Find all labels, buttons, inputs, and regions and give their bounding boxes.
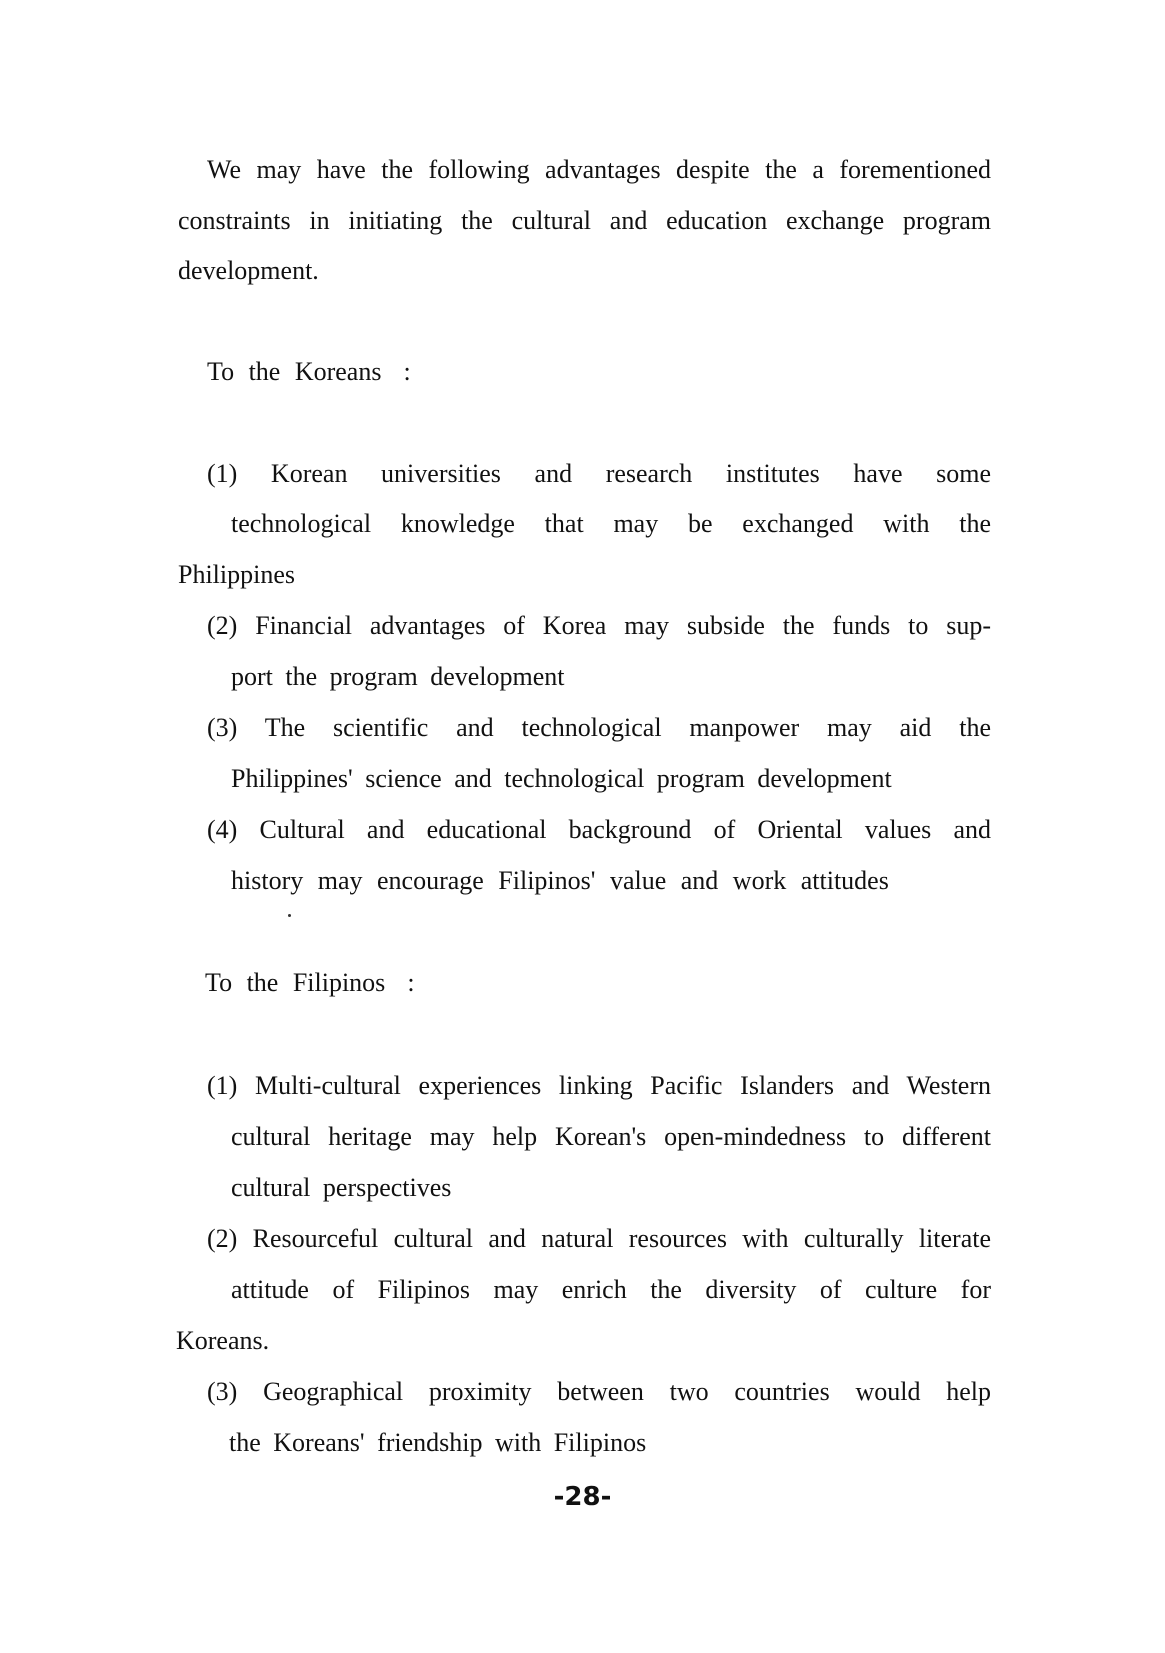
filipinos-item-2-line-3: Koreans. [176,1326,270,1355]
filipinos-item-1-line-1: (1) Multi-cultural experiences linking Pacific Islanders and Western [207,1071,991,1100]
koreans-item-2-line-2: port the program development [231,662,565,691]
koreans-item-1-line-1: (1) Korean universities and research institutes have some [207,459,991,488]
filipinos-item-2-line-1: (2) Resourceful cultural and natural resources with culturally literate [207,1224,991,1253]
page-number: -28- [553,1482,612,1512]
koreans-item-1-line-3: Philippines [178,560,296,589]
filipinos-item-1-line-3: cultural perspectives [231,1173,452,1202]
koreans-heading [207,355,411,389]
filipinos-heading-text: To the Filipinos [205,968,386,997]
filipinos-item-1-line-2: cultural heritage may help Korean's open-mindedness to different [231,1122,991,1151]
koreans-item-3-line-1: (3) The scientific and technological manpower may aid the [207,713,991,742]
koreans-heading-text: To the Koreans [207,357,382,386]
koreans-item-1-line-2: technological knowledge that may be exchanged with the [231,509,991,538]
stray-mark [288,914,291,917]
filipinos-heading-colon: : [407,968,415,997]
intro-line-3: development. [178,256,319,285]
filipinos-item-2-line-2: attitude of Filipinos may enrich the diversity of culture for [231,1275,991,1304]
koreans-heading-colon: : [403,357,411,386]
koreans-item-3-line-2: Philippines' science and technological program development [231,764,892,793]
koreans-item-2-line-1: (2) Financial advantages of Korea may subside the funds to sup- [207,611,991,640]
filipinos-item-3-line-2: the Koreans' friendship with Filipinos [229,1428,647,1457]
intro-line-2: constraints in initiating the cultural and education exchange program [178,206,991,235]
koreans-item-4-line-2: history may encourage Filipinos' value and work attitudes [231,866,889,895]
intro-line-1: We may have the following advantages despite the a forementioned [207,155,991,184]
filipinos-heading [205,966,415,1000]
filipinos-item-3-line-1: (3) Geographical proximity between two countries would help [207,1377,991,1406]
koreans-item-4-line-1: (4) Cultural and educational background of Oriental values and [207,815,991,844]
